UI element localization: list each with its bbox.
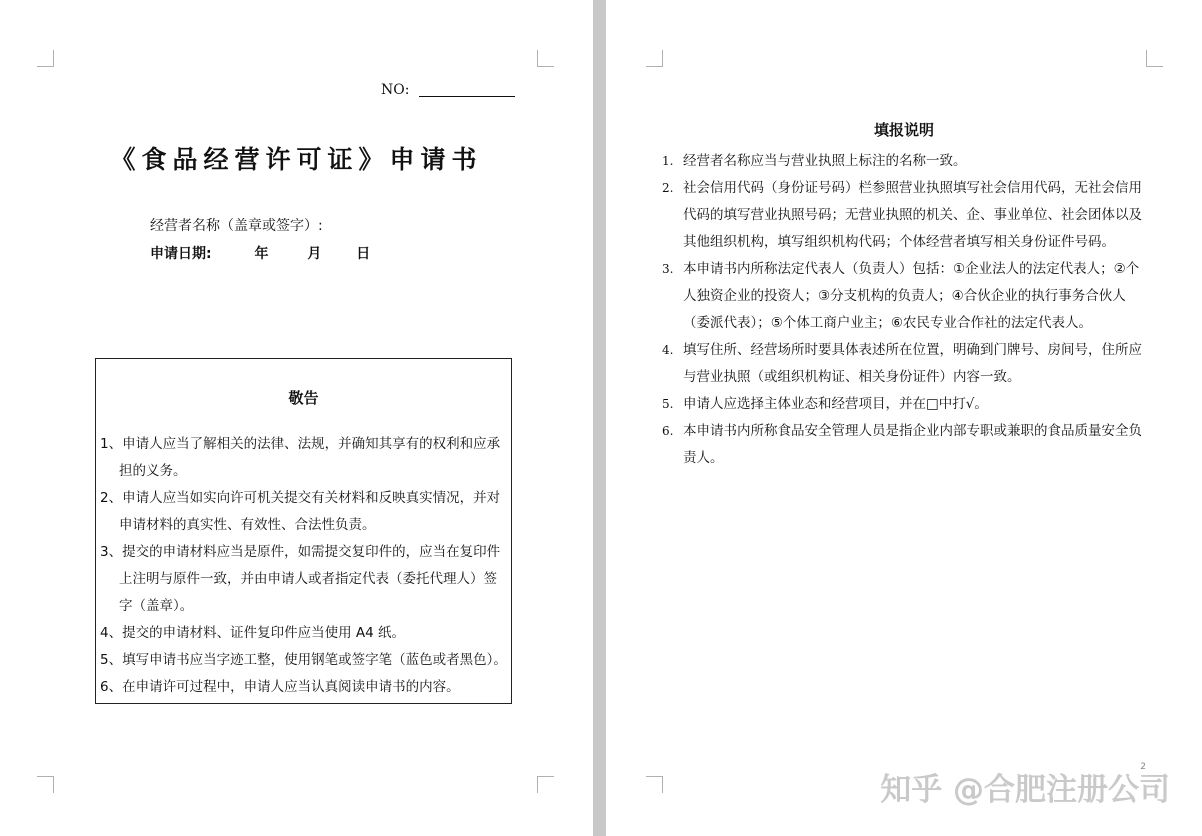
instruction-text: 申请人应选择主体业态和经营项目，并在□中打√。 — [683, 396, 988, 412]
instruction-number: 2. — [662, 181, 674, 195]
instruction-number: 1. — [662, 154, 674, 168]
notice-item: 4、提交的申请材料、证件复印件应当使用 A4 纸。 — [100, 625, 405, 641]
document-number-blank — [419, 82, 515, 97]
instruction-text: 社会信用代码（身份证号码）栏参照营业执照填写社会信用代码，无社会信用代码的填写营业执照号码；无营业执照的机关、企、事业单位、社会团体以及其他组织机构，填写组织机构代码；个体经营者填写相关身份证件号码。 — [683, 180, 1142, 250]
crop-mark-bottom-left — [37, 776, 54, 793]
instruction-text: 本申请书内所称食品安全管理人员是指企业内部专职或兼职的食品质量安全负责人。 — [683, 423, 1142, 466]
crop-mark-top-right — [537, 50, 554, 67]
notice-item: 5、填写申请书应当字迹工整，使用钢笔或签字笔（蓝色或者黑色）。 — [100, 652, 507, 668]
watermark: 知乎 @合肥注册公司 — [880, 772, 1170, 808]
instruction-item — [662, 148, 1148, 175]
crop-mark-top-right — [1146, 50, 1163, 67]
instruction-text: 本申请书内所称法定代表人（负责人）包括：①企业法人的法定代表人；②个人独资企业的投资人；③分支机构的负责人；④合伙企业的执行事务合伙人（委派代表）；⑤个体工商户业主；⑥农民专业合作社的法定代表人。 — [683, 261, 1140, 331]
crop-mark-top-left — [37, 50, 54, 67]
operator-name-label: 经营者名称（盖章或签字）: — [150, 218, 323, 234]
notice-item: 2、申请人应当如实向许可机关提交有关材料和反映真实情况，并对申请材料的真实性、有效性、合法性负责。 — [100, 490, 501, 533]
instruction-item — [662, 391, 1148, 418]
date-day: 日 — [356, 246, 371, 262]
date-label: 申请日期: — [150, 246, 212, 262]
notice-box — [95, 358, 512, 704]
notice-item: 6、在申请许可过程中，申请人应当认真阅读申请书的内容。 — [100, 679, 460, 695]
notice-item: 3、提交的申请材料应当是原件，如需提交复印件的，应当在复印件上注明与原件一致，并由申请人或者指定代表（委托代理人）签字（盖章）。 — [100, 544, 501, 614]
left-page — [0, 0, 593, 836]
document-title: 《食品经营许可证》申请书 — [110, 145, 483, 174]
page-gutter — [593, 0, 606, 836]
instruction-number: 6. — [662, 424, 674, 438]
instruction-text: 填写住所、经营场所时要具体表述所在位置，明确到门牌号、房间号，住所应与营业执照（或组织机构证、相关身份证件）内容一致。 — [683, 342, 1142, 385]
instruction-number: 4. — [662, 343, 674, 357]
instructions-list — [662, 148, 1148, 472]
right-page — [606, 0, 1202, 836]
instruction-text: 经营者名称应当与营业执照上标注的名称一致。 — [683, 153, 967, 169]
document-number — [381, 82, 515, 98]
instruction-item — [662, 175, 1148, 256]
crop-mark-bottom-left — [646, 776, 663, 793]
instructions-title: 填报说明 — [873, 121, 934, 139]
date-year: 年 — [254, 246, 269, 262]
date-month: 月 — [307, 246, 322, 262]
instruction-number: 5. — [662, 397, 674, 411]
application-date — [150, 243, 370, 263]
instruction-item — [662, 418, 1148, 472]
instruction-number: 3. — [662, 262, 674, 276]
notice-title: 敬告 — [288, 389, 319, 407]
instruction-item — [662, 256, 1148, 337]
instruction-item — [662, 337, 1148, 391]
crop-mark-bottom-right — [537, 776, 554, 793]
notice-item: 1、申请人应当了解相关的法律、法规，并确知其享有的权利和应承担的义务。 — [100, 436, 501, 479]
crop-mark-top-left — [646, 50, 663, 67]
page-number: 2 — [1140, 762, 1146, 772]
document-number-label: NO: — [381, 82, 410, 98]
notice-list — [100, 431, 510, 701]
